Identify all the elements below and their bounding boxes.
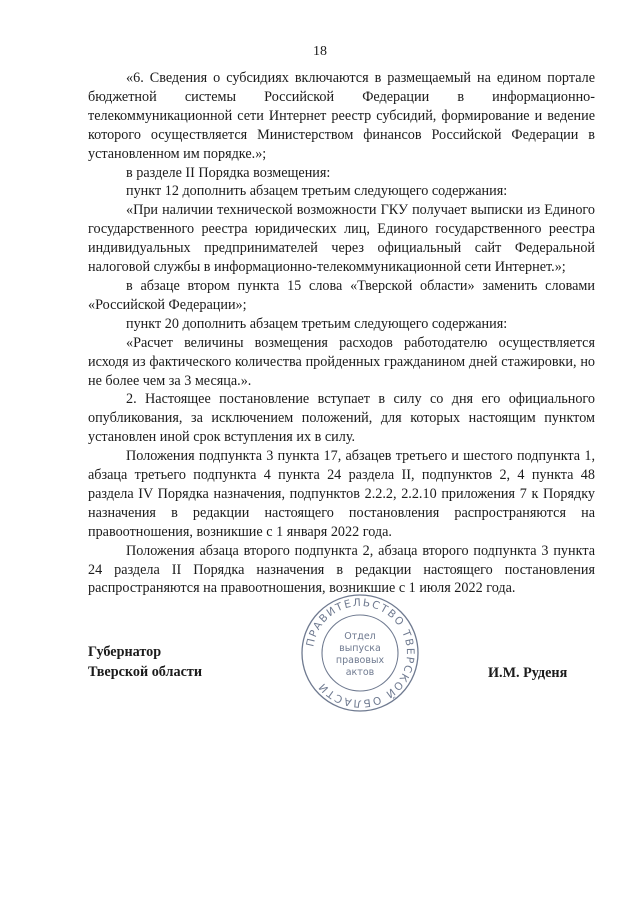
signatory-region: Тверской области [88, 664, 203, 680]
signatory-position [88, 642, 202, 682]
document-body [88, 69, 595, 598]
paragraph-jan-2022: Положения подпункта 3 пункта 17, абзацев третьего и шестого подпункта 1, абзаца третьего подпункта 4 пункта 24 раздела II, подпунктов 2, 4 пункта 48 раздела IV Порядка назначения, подпунктов 2.2.2, 2.2.10 приложения 7 к Порядку назначения в редакции настоящего постановления распространяются на правоотношения, возникшие с 1 января 2022 года. [88, 448, 595, 540]
paragraph-effective-date: 2. Настоящее постановление вступает в силу со дня его официального опубликования, за исключением положений, для которых настоящим пунктом установлен иной срок вступления их в силу. [88, 391, 595, 446]
paragraph-point-15: в абзаце втором пункта 15 слова «Тверской области» заменить словами «Российской Федерации»; [88, 277, 595, 313]
stamp-ring-text: ПРАВИТЕЛЬСТВО ТВЕРСКОЙ ОБЛАСТИ [304, 596, 417, 710]
signatory-name: И.М. Руденя [488, 665, 568, 681]
paragraph-reimbursement-calc: «Расчет величины возмещения расходов работодателю осуществляется исходя из фактического количества пройденных гражданином дней стажировки, но не более чем за 3 месяца.». [88, 334, 595, 389]
paragraph-subsidy-info: «6. Сведения о субсидиях включаются в размещаемый на едином портале бюджетной системы Российской Федерации в информационно-телекоммуникационной сети Интернет реестр субсидий, формирование и ведение которого осуществляется Министерством финансов Российской Федерации в установленном им порядке.»; [88, 70, 595, 162]
stamp-center-line-1: Отдел [344, 631, 376, 642]
page-number: 18 [313, 44, 327, 59]
stamp-center-line-3: правовых [335, 655, 385, 666]
stamp-center-line-2: выпуска [339, 643, 381, 654]
paragraph-jul-2022: Положения абзаца второго подпункта 2, абзаца второго подпункта 3 пункта 24 раздела II Порядка назначения в редакции настоящего постановления распространяются на правоотношения, возникшие с 1 июля 2022 года. [88, 542, 595, 597]
signatory-title: Губернатор [88, 644, 162, 660]
stamp-center-line-4: актов [345, 667, 375, 678]
paragraph-section-ii: в разделе II Порядка возмещения: [126, 164, 331, 181]
paragraph-point-12: пункт 12 дополнить абзацем третьим следующего содержания: [126, 183, 508, 200]
official-stamp [299, 592, 421, 714]
paragraph-point-20: пункт 20 дополнить абзацем третьим следующего содержания: [126, 315, 508, 332]
paragraph-gku-extracts: «При наличии технической возможности ГКУ получает выписки из Единого государственного реестра юридических лиц, Единого государственного реестра индивидуальных предпринимателей через официальный сайт Федеральной налоговой службы в информационно-телекоммуникационной сети Интернет.»; [88, 202, 595, 276]
